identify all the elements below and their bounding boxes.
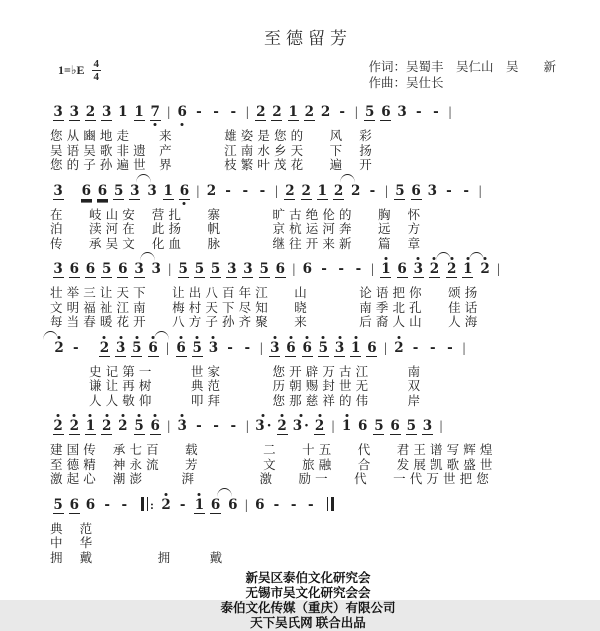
barline: |	[371, 262, 374, 277]
note: 3	[334, 340, 345, 357]
note: 1	[462, 261, 473, 278]
barline: |	[385, 183, 388, 199]
notes-row	[50, 333, 566, 365]
footer-line-1: 新吴区泰伯文化研究会	[245, 571, 371, 585]
note: 6	[255, 496, 265, 513]
augmentation-dot: ·	[304, 418, 309, 434]
octave-dot-above	[345, 414, 348, 417]
note: 3	[413, 261, 424, 278]
octave-dot-above	[450, 257, 453, 260]
final-barline	[327, 497, 334, 511]
octave-dot-above	[121, 414, 124, 417]
notes-row	[50, 254, 566, 286]
lyric-line-1: 建 国 传 承 七 百 载 二 十 五 代 君 王 谱 写 辉 煌	[50, 443, 493, 457]
lyric-line-2: 谦 让 再 树 典 范 历 朝 赐 封 世 无 双	[50, 379, 421, 393]
note: 2	[277, 418, 288, 435]
note: 6	[275, 261, 286, 277]
octave-dot-above	[318, 414, 321, 417]
octave-dot-above	[196, 336, 199, 339]
note: 2	[429, 261, 440, 278]
note: 1	[134, 104, 144, 120]
note: 2	[85, 104, 96, 120]
note: 3	[101, 104, 112, 120]
note: 5	[365, 104, 375, 120]
note: 6	[150, 418, 161, 435]
duration-dash: -	[230, 418, 237, 434]
barline: |	[354, 105, 358, 120]
octave-dot-above	[484, 257, 487, 260]
note: 6	[177, 104, 188, 120]
note: 5	[178, 261, 188, 277]
octave-dot-above	[58, 336, 61, 339]
slur-arc	[217, 488, 232, 497]
note: 1	[163, 182, 173, 199]
note: 3	[53, 104, 63, 120]
slur-arc	[154, 331, 169, 340]
note: 6	[81, 182, 91, 199]
octave-dot-above	[384, 257, 387, 260]
barline: |	[448, 105, 452, 120]
note: 3	[69, 104, 79, 120]
note: 3	[115, 340, 126, 357]
duration-dash: -	[121, 496, 128, 513]
barline: |	[384, 340, 387, 356]
note: 3	[427, 182, 437, 199]
notes-row	[50, 97, 566, 129]
note: 6	[176, 340, 187, 357]
octave-dot-above	[57, 414, 60, 417]
note: 6	[69, 496, 79, 513]
octave-dot-above	[135, 336, 138, 339]
time-signature	[92, 59, 102, 82]
lyric-line-2: 泊 渎 河 在 此 扬 帆 京 杭 运 河 奔 远 方	[50, 222, 421, 236]
footer-line-2: 无锡市吴文化研究会会	[245, 586, 371, 600]
music-system-3	[50, 254, 566, 330]
octave-dot-above	[105, 414, 108, 417]
note: 2	[301, 182, 311, 199]
augmentation-dot: ·	[266, 418, 272, 434]
note: 2	[54, 340, 65, 356]
lyric-line-2: 至 德 精 神 永 流 芳 文 旅 融 合 发 展 凯 歌 盛 世	[50, 457, 493, 472]
octave-dot-above	[299, 414, 302, 417]
barline: |	[244, 497, 248, 513]
octave-dot-above	[212, 336, 215, 339]
note: 1	[194, 497, 205, 514]
note: 5	[192, 340, 203, 357]
note: 6	[411, 182, 421, 199]
octave-dot-above	[103, 336, 106, 339]
note: 1	[350, 340, 361, 357]
octave-dot-above	[198, 493, 201, 496]
octave-dot-above	[73, 414, 76, 417]
duration-dash: -	[369, 182, 376, 199]
footer-line-3: 泰伯文化传媒（重庆）有限公司	[220, 601, 396, 615]
octave-dot-above	[417, 257, 420, 260]
note: 2	[69, 418, 80, 435]
duration-dash: -	[227, 339, 233, 356]
barline: |	[196, 183, 200, 199]
note: 6	[118, 261, 128, 277]
note: 6	[390, 418, 400, 434]
barline: |	[245, 105, 249, 120]
duration-dash: -	[355, 261, 362, 277]
duration-dash: -	[433, 104, 439, 120]
note: 6	[97, 182, 108, 199]
composer-line: 作曲：吴仕长	[368, 76, 444, 90]
note: 5	[131, 340, 142, 357]
duration-dash: -	[196, 104, 202, 120]
barline: |	[331, 419, 335, 434]
slur-arc	[436, 252, 451, 261]
credits	[368, 59, 566, 91]
music-systems	[50, 97, 566, 565]
music-system-1	[50, 97, 566, 173]
duration-dash: -	[213, 104, 219, 120]
lyric-line-1: 壮 举 三 让 天 下 让 出 八 百 年 江 山 论 语 把 你 颂 扬	[50, 286, 478, 300]
duration-dash: -	[242, 182, 249, 199]
key-signature	[50, 59, 101, 82]
duration-dash: -	[463, 182, 469, 199]
octave-dot-above	[262, 414, 265, 417]
barline: |	[245, 419, 249, 434]
octave-dot-above	[165, 493, 168, 496]
barline: |	[259, 340, 263, 356]
time-signature-denominator: 4	[93, 71, 100, 83]
note: 5	[194, 261, 205, 277]
note: 3	[130, 182, 140, 199]
note: 1	[288, 104, 298, 120]
barline: |	[497, 262, 500, 277]
note: 2	[480, 261, 491, 277]
barline: |	[168, 262, 172, 277]
octave-dot-below	[181, 123, 184, 126]
note: 6	[85, 496, 96, 513]
note: 3	[208, 340, 219, 356]
note: 2	[320, 104, 331, 120]
note: 6	[179, 183, 190, 200]
barline: |	[439, 419, 443, 434]
barline: |	[275, 183, 278, 199]
duration-dash: -	[415, 104, 422, 120]
lyric-line-3: 激 起 心 潮 澎 湃 激 励 一 代 一 代 万 世 把 您	[50, 472, 490, 486]
note: 2	[101, 418, 112, 435]
note: 6	[85, 261, 96, 277]
note: 3 ·	[293, 418, 309, 434]
note: 5	[374, 418, 384, 434]
music-system-5	[50, 411, 566, 487]
duration-dash: -	[339, 104, 346, 120]
lyric-line-2: 文 明 福 祉 江 南 梅 村 天 下 尽 知 晓 南 季 北 孔 佳 话	[50, 300, 478, 315]
octave-dot-above	[306, 336, 309, 339]
note: 2	[206, 182, 217, 199]
barline: |	[478, 183, 482, 199]
note: 2	[117, 418, 128, 434]
octave-dot-above	[397, 336, 400, 339]
note: 3	[147, 182, 157, 199]
note: 3	[422, 418, 433, 434]
duration-dash: -	[72, 339, 79, 356]
duration-dash: -	[429, 339, 436, 356]
note: 6	[228, 496, 238, 513]
key-label: 1=♭E	[58, 63, 85, 77]
barline: |	[462, 340, 466, 356]
octave-dot-above	[119, 336, 122, 339]
duration-dash: -	[230, 104, 237, 120]
note: 2	[393, 340, 404, 356]
repeat-dots: :	[149, 497, 154, 512]
barline: |	[166, 340, 169, 356]
note: 5	[395, 182, 405, 199]
note: 5	[101, 261, 112, 277]
music-system-2	[50, 176, 566, 252]
octave-dot-above	[89, 414, 92, 417]
barline: |	[167, 105, 171, 120]
duration-dash: -	[213, 418, 219, 434]
octave-dot-above	[181, 414, 184, 417]
note: 3	[134, 261, 144, 277]
barline: |	[292, 262, 296, 277]
duration-dash: -	[259, 182, 266, 199]
duration-dash: -	[338, 261, 345, 277]
note: 3	[53, 182, 63, 199]
duration-dash: -	[447, 339, 453, 356]
lyric-line-2: 吴 语 吴 歌 非 遗 产 江 南 水 乡 天 下 扬	[50, 143, 373, 158]
note: 2	[99, 340, 110, 357]
note: 6	[367, 339, 377, 356]
note: 1	[317, 182, 328, 199]
music-system-4	[50, 333, 566, 409]
lyric-line-3: 每 当 春 暖 花 开 八 方 子 孙 齐 聚 来 后 裔 人 山 人 海	[50, 315, 478, 329]
note: 2	[256, 104, 266, 120]
note: 1	[380, 261, 391, 278]
duration-dash: -	[321, 261, 327, 277]
slur-arc	[340, 174, 355, 183]
note: 6	[381, 104, 391, 120]
octave-dot-above	[180, 336, 183, 339]
lyric-line-3: 人 人 敬 仰 叩 拜 您 那 慈 祥 的 伟 岸	[50, 393, 421, 408]
note: 1	[341, 418, 352, 434]
octave-dot-above	[138, 414, 141, 417]
duration-dash: -	[179, 496, 186, 513]
note: 3	[53, 261, 63, 277]
duration-dash: -	[273, 496, 280, 513]
note: 2	[446, 261, 457, 278]
octave-dot-below	[154, 123, 157, 126]
note: 5	[113, 182, 124, 199]
note: 5	[134, 418, 145, 435]
lyric-line-1: 在 岐 山 安 营 扎 寨 旷 古 绝 伦 的 胸 怀	[50, 207, 421, 222]
meta-row	[50, 59, 566, 91]
duration-dash: -	[308, 496, 314, 513]
lyric-line-1: 您 从 豳 地 走 来 雄 姿 是 您 的 风 彩	[50, 129, 373, 143]
note: 6	[358, 418, 368, 434]
note: 2	[314, 418, 325, 435]
lyric-line-1: 史 记 第 一 世 家 您 开 辟 万 古 江 南	[50, 364, 421, 379]
note: 6	[210, 496, 221, 513]
note: 3	[269, 340, 280, 357]
note: 1	[85, 418, 96, 435]
note: 2	[351, 182, 361, 199]
octave-dot-above	[338, 336, 341, 339]
slur-arc	[469, 252, 484, 261]
duration-dash: -	[412, 339, 419, 356]
note: 2	[272, 104, 282, 120]
note: 6	[69, 261, 79, 277]
note: 5	[318, 340, 329, 357]
footer-line-4: 天下吴氏网 联合出品	[250, 616, 366, 630]
duration-dash: -	[225, 182, 231, 199]
note: 2	[53, 418, 64, 435]
lyric-line-2: 中 华	[50, 536, 93, 550]
duration-dash: -	[104, 496, 110, 513]
lyric-line-3: 您 的 子 孙 遍 世 界 枝 繁 叶 茂 花 遍 开	[50, 158, 373, 172]
notes-row	[50, 176, 566, 208]
note: 6	[397, 261, 407, 277]
lyric-line-1: 典 范	[50, 521, 93, 536]
note: 1	[118, 104, 128, 120]
octave-dot-above	[154, 414, 157, 417]
page-title: 至德留芳	[264, 29, 352, 48]
slur-arc	[136, 174, 151, 183]
note: 6	[285, 340, 296, 357]
lyric-line-3: 拥 戴 拥 戴	[50, 550, 223, 565]
octave-dot-below	[183, 202, 186, 205]
octave-dot-above	[354, 336, 357, 339]
duration-dash: -	[196, 418, 202, 434]
note: 3	[397, 104, 407, 120]
note: 3	[177, 418, 188, 434]
note: 5	[210, 261, 221, 277]
note: 5	[259, 261, 269, 277]
repeat-begin-barline	[141, 497, 148, 511]
lyricist-line: 作词：吴蜀丰 吴仁山 吴 新	[368, 60, 556, 74]
lyric-line-3: 传 承 吴 文 化 血 脉 继 往 开 来 新 篇 章	[50, 236, 421, 251]
notes-row	[50, 411, 566, 443]
duration-dash: -	[446, 182, 452, 199]
note: 2	[333, 182, 344, 199]
octave-dot-above	[273, 336, 276, 339]
octave-dot-above	[281, 414, 284, 417]
octave-dot-above	[289, 336, 292, 339]
note: 6	[302, 340, 313, 357]
note: 2	[304, 104, 315, 120]
note: 2	[285, 182, 295, 199]
note: 6	[302, 261, 313, 277]
note: 3	[227, 261, 237, 277]
slur-arc	[43, 331, 58, 340]
barline: |	[167, 419, 171, 434]
note: 5	[406, 418, 417, 434]
slur-arc	[140, 252, 155, 261]
duration-dash: -	[290, 496, 297, 513]
note: 6	[148, 340, 159, 357]
note: 7	[150, 104, 161, 121]
note: 2	[161, 497, 172, 513]
note: 5	[53, 496, 63, 513]
time-signature-numerator: 4	[93, 58, 100, 70]
notes-row	[50, 490, 566, 522]
duration-dash: -	[244, 339, 251, 356]
octave-dot-above	[322, 336, 325, 339]
footer	[50, 571, 566, 631]
music-system-6	[50, 490, 566, 566]
note: 3	[151, 261, 161, 277]
note: 3 ·	[255, 418, 271, 434]
note: 3	[243, 261, 253, 277]
